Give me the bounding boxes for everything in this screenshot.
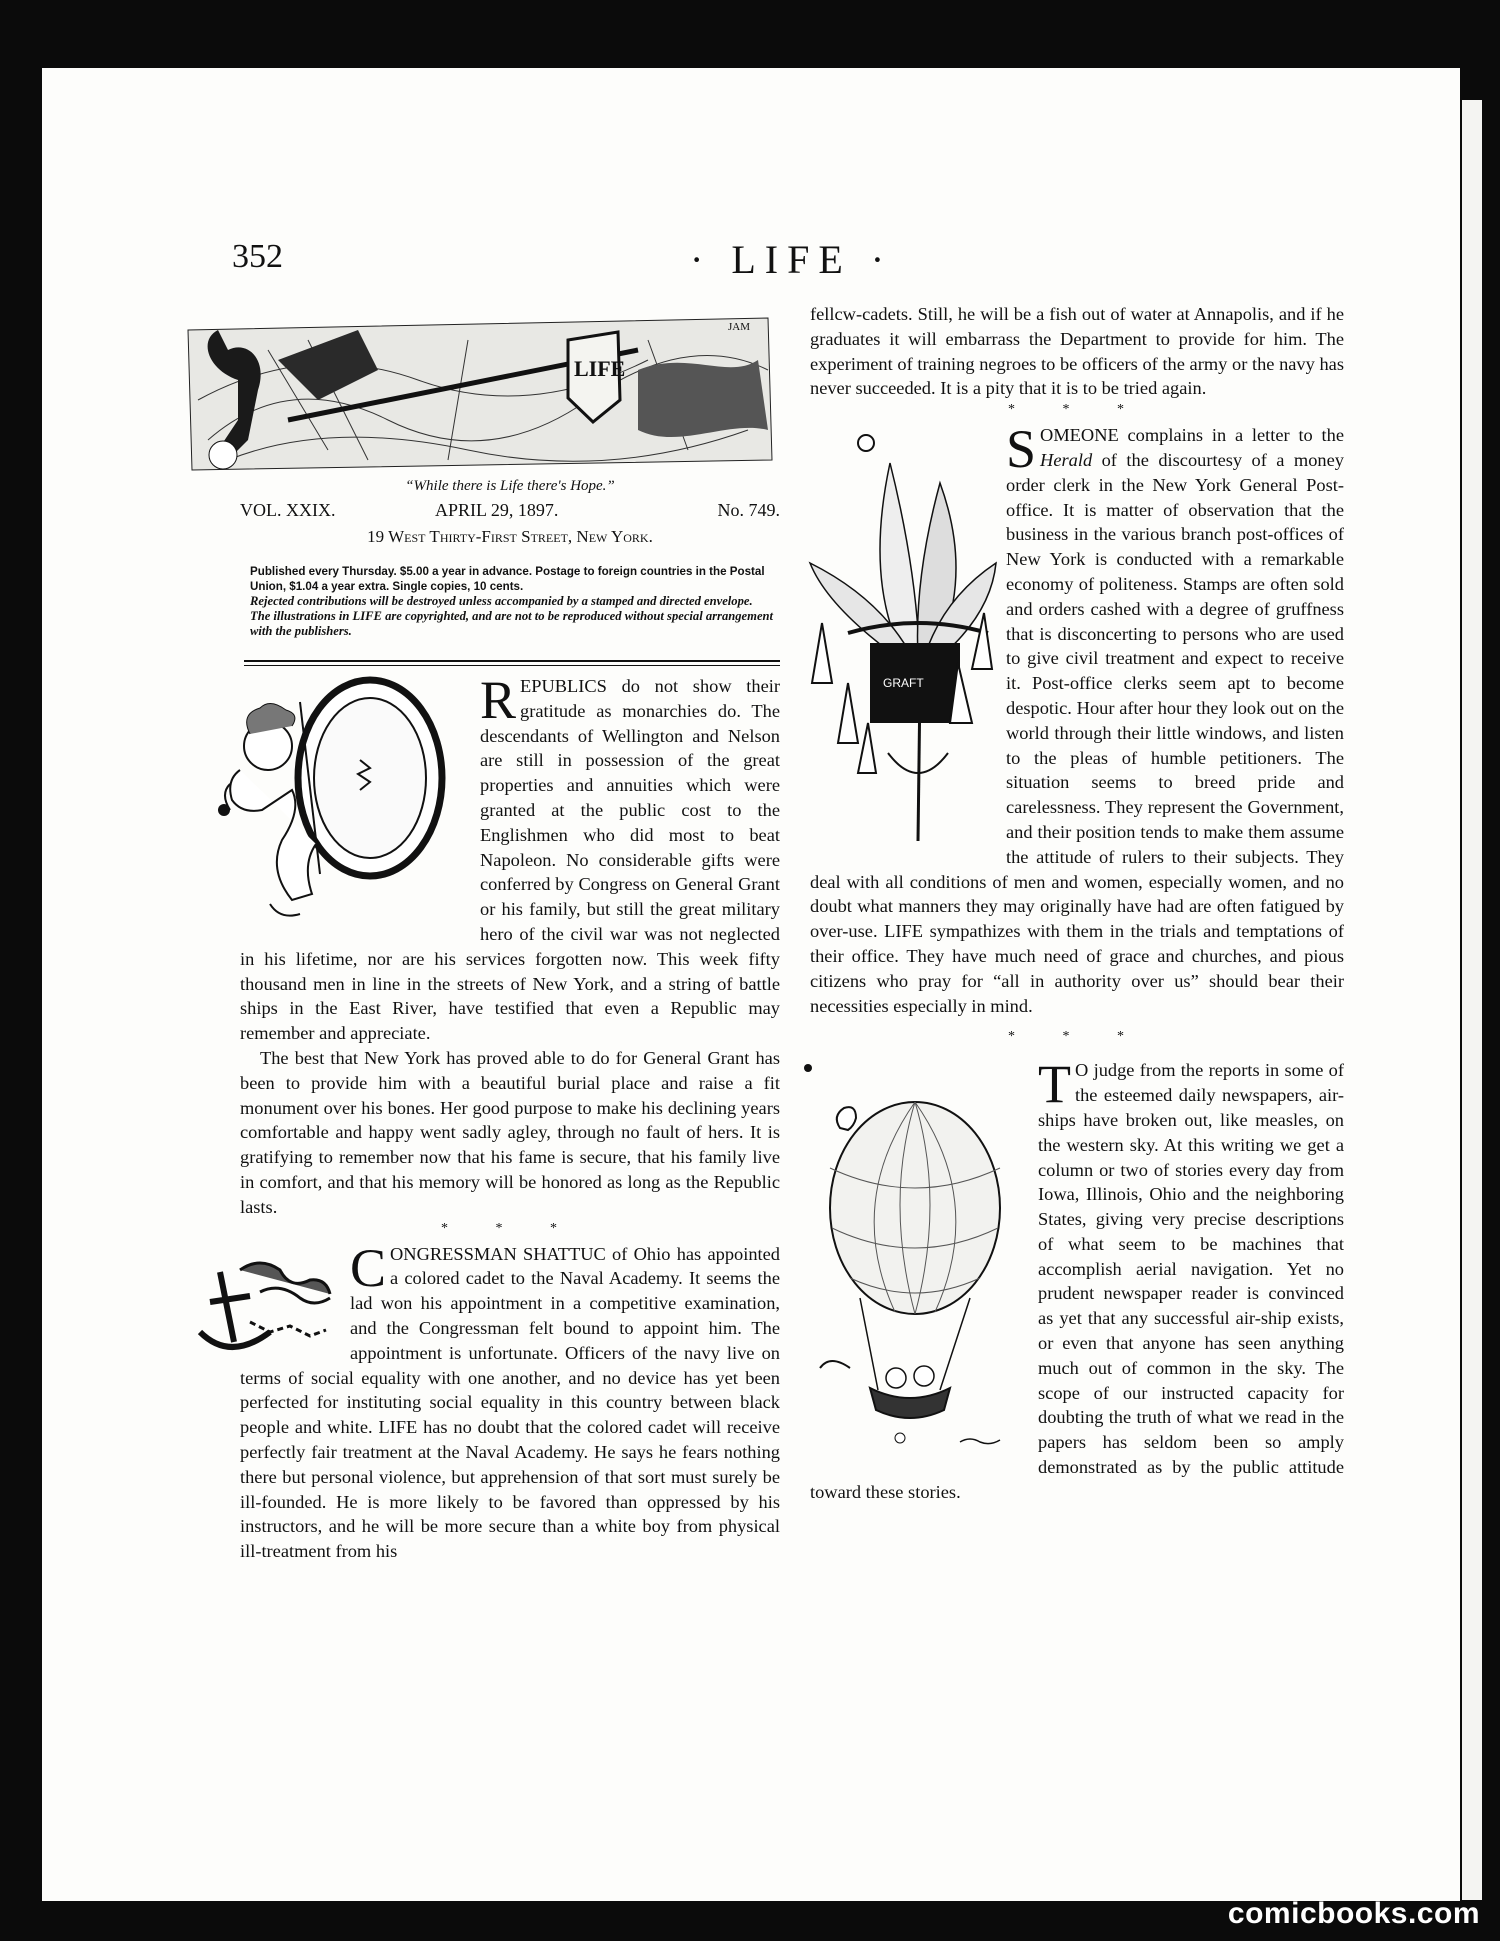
publisher-address: 19 West Thirty-First Street, New York. [367,527,653,546]
herald-newspaper-name: Herald [1040,449,1093,470]
banner-signature: JAM [728,321,751,333]
someone-lead: OMEONE [1040,425,1119,446]
issue-date: APRIL 29, 1897. [435,500,559,520]
shattuc-paragraph: of Ohio has appointed a colored cadet to the Naval Academy. It seems the lad won his appointment in a competitive examination, and the Congressman felt bound to appoint him. The appointment is unfortunate. Officers of the navy live on terms of social equality with one another, and no device has yet been perfected for instituting social equality in this country between black people and white. LIFE has no doubt that the colored cadet will receive perfectly fair treatment at the Naval Academy. He says he fears nothing there but personal violence, but apprehension of that sort must surely be ill-founded. He is more likely to be favored than oppressed by his instructors, and he will be more secure than a white boy from physical ill-treatment from his [240,1243,780,1562]
section-separator: * * * [1008,402,1146,418]
hat-band-label: GRAFT [883,676,924,691]
header-rule-thin [244,665,780,666]
republics-paragraph-2: The best that New York has proved able to do for General Grant has been to provide him with a beautiful burial place and raise a fit monument over his bones. Her good purpose to make his declining years comfortable and happy went sadly agley, through no fault of hers. It is gratifying to remember now that his fame is secure, that his family live in comfort, and that his memory will be honored as long as the Republic lasts. [240,1047,780,1217]
airships-paragraph: O judge from the reports in some of the esteemed daily newspapers, air-ships have broken out, like measles, on the western sky. At this writing we get a column or two of stories every day from Iowa, Illinois, Ohio and the neighboring States, giving very precise descriptions of what seem to be machines that accomplish aerial navigation. Yet no prudent newspaper reader is convinced as yet that any successful air-ship exists, or even that anyone has seen anything much out of common in the sky. The scope of our instructed capacity for doubting the truth of what we read in the papers has seldom been so amply demonstrated as by the public attitude toward these stories. [810,1060,1344,1502]
masthead-title: · LIFE · [690,237,894,282]
volume-number: VOL. XXIX. [240,500,336,520]
someone-dropcap: S [1006,419,1037,480]
shattuc-lead: ONGRESSMAN SHATTUC [390,1243,606,1264]
banner-illustration [168,310,780,480]
subscription-notice: Published every Thursday. $5.00 a year in advance. Postage to foreign countries in the Postal Union, $1.04 a year extra. Single copies, 10 cents. [250,565,765,593]
someone-text-b: of the discourtesy of a money order clerk in the New York General Post-office. It is matter of observation that the business in the various branch post-offices of New York is conducted with a remarkable economy of politeness. Stamps are often sold and orders cashed with a degree of gruffness that is disconcerting to persons who are used to give civil treatment and expect to receive it. Post-office clerks seem apt to become despotic. Hour after hour they look out on the world through their little windows, and listen to the pleas of humble petitioners. The situation seems to breed pride and carelessness. They represent the Government, and their position tends to make them assume the attitude of rulers to their subjects. They deal with all conditions of men and women, especially women, and no doubt what manners they may originally have had are often fatigued by over-use. LIFE sympathizes with them in the trials and temptations of their office. They have much need of grace and churches, and pious citizens who pray for “all in authority over us” should bear their necessities especially in mind. [810,449,1344,1016]
republics-lead: EPUBLICS [520,676,607,696]
watermark: comicbooks.com [1227,1897,1480,1930]
balloon-illustration [800,1058,1030,1464]
header-rule [244,660,780,662]
feather-hat-illustration [808,423,998,845]
someone-article [810,419,1344,1018]
page-number: 352 [232,238,283,275]
copyright-notice: The illustrations in LIFE are copyrighted, and are not to be reproduced without special arrangement with the publishers. [250,609,774,638]
anchor-horses-illustration [190,1252,340,1360]
banner-shield-label: LIFE [574,356,626,381]
adjacent-page-edge [1462,100,1482,1900]
airships-article [810,1054,1344,1504]
rejected-contributions-notice: Rejected contributions will be destroyed unless accompanied by a stamped and directed envelope. [250,594,753,608]
drum-cherub-illustration [210,674,470,932]
shattuc-dropcap: C [350,1237,387,1298]
publication-notice [250,564,778,639]
shattuc-continuation: fellcw-cadets. Still, he will be a fish out of water at Annapolis, and if he graduates it will embarrass the Department to provide for him. The experiment of training negroes to be officers of the army or the navy has never succeeded. It is a pity that it is to be tried again. [810,304,1344,399]
section-separator: * * * [441,1220,579,1236]
shattuc-article [240,1237,780,1564]
airships-dropcap: T [1038,1054,1071,1115]
section-separator: * * * [1008,1029,1146,1045]
republics-dropcap: R [480,670,517,730]
someone-text-a: complains in a letter to the [1118,425,1344,446]
republics-paragraph-1: do not show their gratitude as monarchies do. The descendants of Wellington and Nelson are still in possession of the great properties and annuities which were granted at the public cost to the Englishmen who did most to beat Napoleon. No considerable gifts were conferred by Congress on General Grant or his family, but still the great military hero of the civil war was not neglected in his lifetime, nor are his services forgotten now. This week fifty thousand men in line in the streets of New York, and a string of battle ships in the East River, have testified that even a Republic may remember and appreciate. [240,676,780,1044]
issue-number: No. 749. [717,500,780,520]
right-column [810,302,1344,1505]
masthead-motto: “While there is Life there's Hope.” [405,478,615,494]
republics-article [240,670,780,1564]
